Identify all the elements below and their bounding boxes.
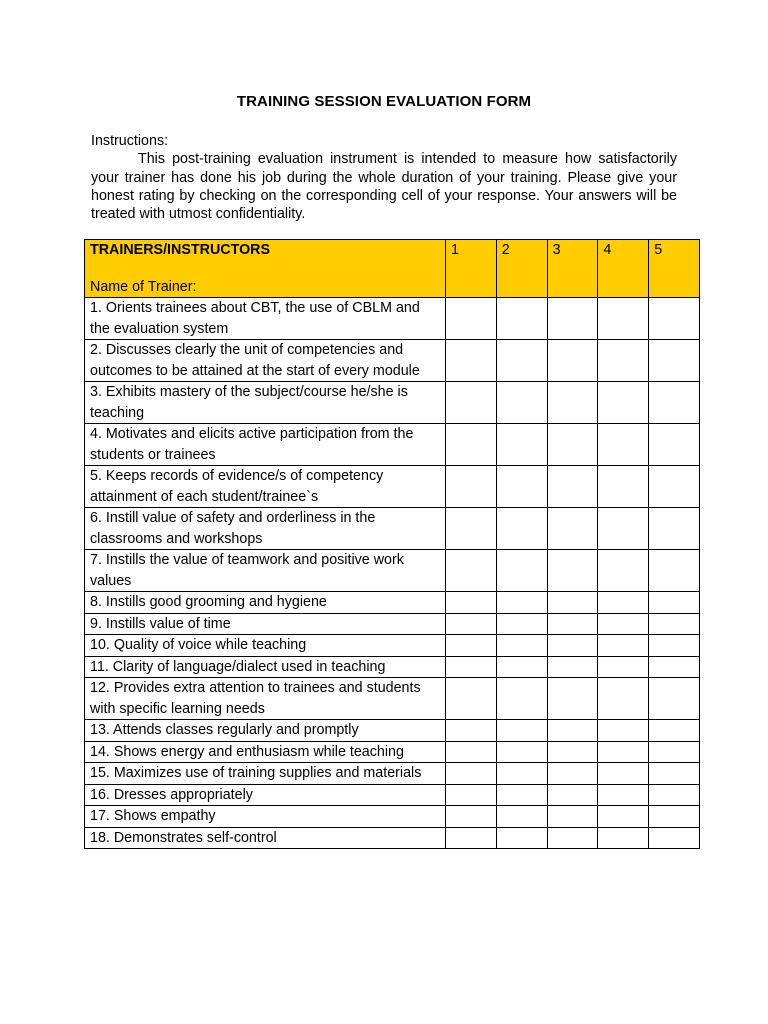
rating-cell-3[interactable] [547, 424, 598, 466]
rating-cell-2[interactable] [496, 741, 547, 763]
table-row [85, 784, 700, 806]
rating-cell-4[interactable] [598, 592, 649, 614]
rating-cell-3[interactable] [547, 827, 598, 849]
form-title: TRAINING SESSION EVALUATION FORM [236, 93, 532, 110]
rating-cell-2[interactable] [496, 298, 547, 340]
rating-cell-3[interactable] [547, 550, 598, 592]
criterion-label: 1. Orients trainees about CBT, the use of CBLM and the evaluation system [85, 298, 446, 340]
rating-cell-4[interactable] [598, 613, 649, 635]
rating-header-2: 2 [496, 240, 547, 298]
rating-cell-4[interactable] [598, 635, 649, 657]
rating-cell-2[interactable] [496, 340, 547, 382]
criterion-label: 7. Instills the value of teamwork and positive work values [85, 550, 446, 592]
rating-cell-5[interactable] [649, 784, 700, 806]
rating-cell-4[interactable] [598, 424, 649, 466]
rating-cell-1[interactable] [446, 827, 497, 849]
table-row [85, 720, 700, 742]
criterion-label: 2. Discusses clearly the unit of competencies and outcomes to be attained at the start of every module [85, 340, 446, 382]
rating-cell-4[interactable] [598, 656, 649, 678]
table-row [85, 550, 700, 592]
rating-cell-1[interactable] [446, 550, 497, 592]
rating-cell-5[interactable] [649, 678, 700, 720]
rating-cell-3[interactable] [547, 613, 598, 635]
rating-cell-5[interactable] [649, 806, 700, 828]
criterion-label: 8. Instills good grooming and hygiene [85, 592, 446, 614]
rating-cell-4[interactable] [598, 508, 649, 550]
rating-cell-5[interactable] [649, 635, 700, 657]
rating-cell-2[interactable] [496, 424, 547, 466]
rating-cell-2[interactable] [496, 382, 547, 424]
rating-cell-3[interactable] [547, 678, 598, 720]
rating-cell-1[interactable] [446, 340, 497, 382]
table-row [85, 466, 700, 508]
rating-cell-5[interactable] [649, 424, 700, 466]
instructions-text: This post-training evaluation instrument is intended to measure how satisfactorily your trainer has done his job during the whole duration of your training. Please give your honest rating by checking on the corresponding cell of your response. Your answers will be treated with utmost confidentiality. [91, 151, 677, 223]
criterion-label: 18. Demonstrates self-control [85, 827, 446, 849]
rating-cell-2[interactable] [496, 508, 547, 550]
rating-cell-5[interactable] [649, 656, 700, 678]
rating-cell-4[interactable] [598, 550, 649, 592]
rating-cell-4[interactable] [598, 741, 649, 763]
table-row [85, 806, 700, 828]
rating-cell-3[interactable] [547, 720, 598, 742]
criterion-label: 6. Instill value of safety and orderliness in the classrooms and workshops [85, 508, 446, 550]
rating-cell-2[interactable] [496, 806, 547, 828]
rating-cell-4[interactable] [598, 382, 649, 424]
rating-cell-3[interactable] [547, 656, 598, 678]
rating-cell-3[interactable] [547, 763, 598, 785]
rating-cell-2[interactable] [496, 678, 547, 720]
rating-header-4: 4 [598, 240, 649, 298]
rating-cell-1[interactable] [446, 613, 497, 635]
rating-cell-1[interactable] [446, 424, 497, 466]
rating-header-5: 5 [649, 240, 700, 298]
rating-cell-2[interactable] [496, 613, 547, 635]
rating-cell-3[interactable] [547, 340, 598, 382]
rating-cell-3[interactable] [547, 508, 598, 550]
rating-cell-2[interactable] [496, 635, 547, 657]
table-row [85, 298, 700, 340]
criterion-label: 4. Motivates and elicits active participation from the students or trainees [85, 424, 446, 466]
rating-cell-2[interactable] [496, 720, 547, 742]
table-row [85, 763, 700, 785]
criterion-label: 16. Dresses appropriately [85, 784, 446, 806]
table-row [85, 592, 700, 614]
rating-cell-1[interactable] [446, 720, 497, 742]
criterion-label: 3. Exhibits mastery of the subject/course he/she is teaching [85, 382, 446, 424]
rating-cell-1[interactable] [446, 784, 497, 806]
instructions-block [91, 132, 677, 223]
criteria-body [85, 298, 700, 849]
rating-cell-4[interactable] [598, 763, 649, 785]
rating-cell-1[interactable] [446, 763, 497, 785]
trainers-header-label: TRAINERS/INSTRUCTORS [90, 242, 271, 258]
rating-cell-5[interactable] [649, 508, 700, 550]
rating-cell-3[interactable] [547, 382, 598, 424]
rating-cell-5[interactable] [649, 592, 700, 614]
rating-cell-1[interactable] [446, 741, 497, 763]
table-row [85, 827, 700, 849]
criterion-label: 5. Keeps records of evidence/s of competency attainment of each student/trainee`s [85, 466, 446, 508]
rating-cell-1[interactable] [446, 592, 497, 614]
rating-cell-1[interactable] [446, 656, 497, 678]
rating-cell-4[interactable] [598, 720, 649, 742]
rating-cell-2[interactable] [496, 466, 547, 508]
rating-cell-4[interactable] [598, 784, 649, 806]
table-row [85, 656, 700, 678]
criterion-label: 11. Clarity of language/dialect used in teaching [85, 656, 446, 678]
trainer-name-label: Name of Trainer: [90, 278, 197, 295]
table-row [85, 741, 700, 763]
rating-cell-2[interactable] [496, 784, 547, 806]
rating-cell-5[interactable] [649, 382, 700, 424]
rating-cell-1[interactable] [446, 298, 497, 340]
table-row [85, 424, 700, 466]
criterion-label: 10. Quality of voice while teaching [85, 635, 446, 657]
rating-cell-5[interactable] [649, 827, 700, 849]
rating-cell-4[interactable] [598, 806, 649, 828]
rating-cell-3[interactable] [547, 592, 598, 614]
criterion-label: 13. Attends classes regularly and promptly [85, 720, 446, 742]
rating-cell-3[interactable] [547, 806, 598, 828]
criterion-label: 17. Shows empathy [85, 806, 446, 828]
rating-cell-5[interactable] [649, 763, 700, 785]
rating-cell-5[interactable] [649, 466, 700, 508]
instructions-label: Instructions: [91, 133, 169, 149]
criterion-label: 9. Instills value of time [85, 613, 446, 635]
rating-cell-4[interactable] [598, 827, 649, 849]
rating-header-3: 3 [547, 240, 598, 298]
rating-cell-4[interactable] [598, 340, 649, 382]
rating-cell-1[interactable] [446, 382, 497, 424]
table-row [85, 508, 700, 550]
rating-cell-5[interactable] [649, 340, 700, 382]
rating-cell-2[interactable] [496, 592, 547, 614]
rating-cell-3[interactable] [547, 784, 598, 806]
rating-cell-2[interactable] [496, 550, 547, 592]
rating-cell-1[interactable] [446, 635, 497, 657]
rating-cell-2[interactable] [496, 656, 547, 678]
table-row [85, 613, 700, 635]
table-row [85, 635, 700, 657]
criterion-label: 12. Provides extra attention to trainees and students with specific learning needs [85, 678, 446, 720]
rating-cell-5[interactable] [649, 550, 700, 592]
rating-cell-1[interactable] [446, 508, 497, 550]
rating-cell-5[interactable] [649, 298, 700, 340]
rating-cell-4[interactable] [598, 466, 649, 508]
evaluation-table [84, 239, 700, 849]
criterion-label: 14. Shows energy and enthusiasm while teaching [85, 741, 446, 763]
criterion-label: 15. Maximizes use of training supplies and materials [85, 763, 446, 785]
rating-cell-3[interactable] [547, 635, 598, 657]
rating-cell-5[interactable] [649, 720, 700, 742]
table-row [85, 678, 700, 720]
rating-cell-1[interactable] [446, 806, 497, 828]
table-row [85, 382, 700, 424]
rating-cell-3[interactable] [547, 298, 598, 340]
rating-cell-3[interactable] [547, 741, 598, 763]
rating-cell-2[interactable] [496, 763, 547, 785]
rating-cell-4[interactable] [598, 298, 649, 340]
rating-cell-4[interactable] [598, 678, 649, 720]
table-row [85, 340, 700, 382]
trainers-header-cell [85, 240, 446, 298]
rating-cell-5[interactable] [649, 613, 700, 635]
rating-cell-1[interactable] [446, 466, 497, 508]
rating-header-1: 1 [446, 240, 497, 298]
rating-cell-2[interactable] [496, 827, 547, 849]
rating-cell-3[interactable] [547, 466, 598, 508]
table-header-row [85, 240, 700, 298]
rating-cell-1[interactable] [446, 678, 497, 720]
rating-cell-5[interactable] [649, 741, 700, 763]
